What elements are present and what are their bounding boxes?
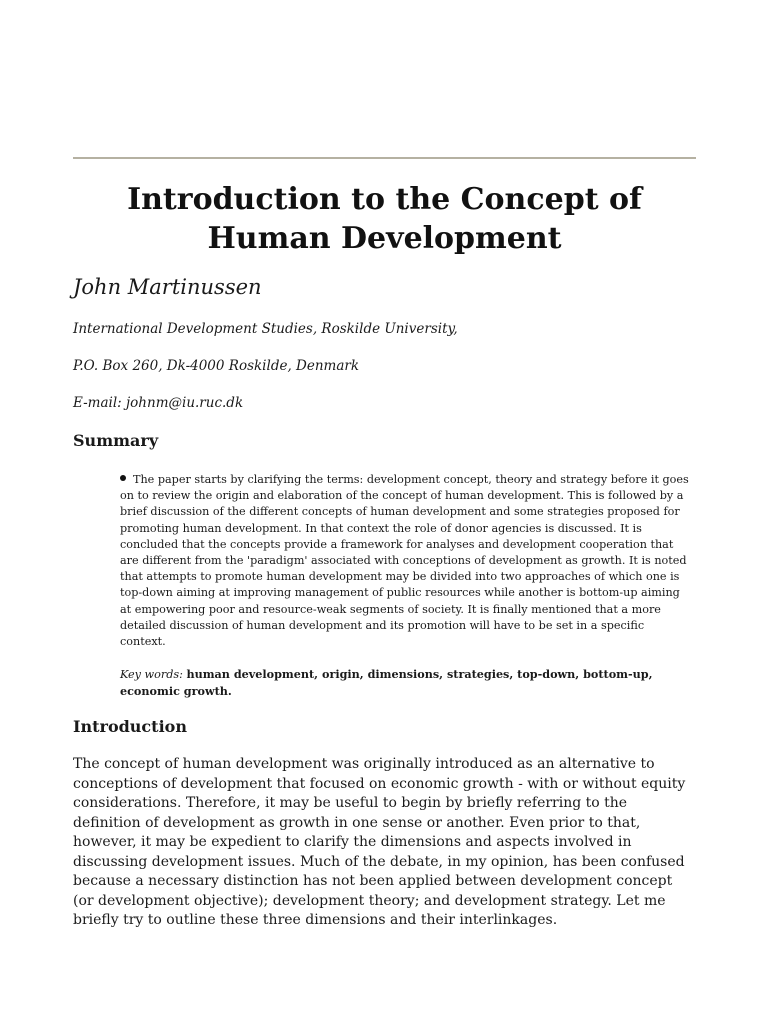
author-name: John Martinussen — [73, 275, 262, 299]
affiliation-institution: International Development Studies, Roskilde University, — [73, 321, 458, 337]
summary-heading: Summary — [73, 431, 159, 450]
keywords-line — [120, 666, 690, 700]
keywords-text: human development, origin, dimensions, strategies, top-down, bottom-up, economic growth. — [120, 667, 653, 699]
bullet-icon — [120, 475, 126, 481]
summary-block — [120, 472, 690, 701]
affiliation-email: E-mail: johnm@iu.ruc.dk — [73, 395, 244, 411]
affiliation-address: P.O. Box 260, Dk-4000 Roskilde, Denmark — [73, 358, 360, 374]
introduction-heading: Introduction — [73, 717, 187, 736]
summary-text: The paper starts by clarifying the terms: development concept, theory and strategy before it goes on to review the origin and elaboration of the concept of human development. This is followed by a brief discussion of the different concepts of human development and some strategies proposed for promoting human development. In that context the role of donor agencies is discussed. It is concluded that the concepts provide a framework for analyses and development cooperation that are different from the 'paradigm' associated with conceptions of development as growth. It is noted that attempts to promote human development may be divided into two approaches of which one is top-down aiming at improving management of public resources while another is bottom-up aiming at empowering poor and resource-weak segments of society. It is finally mentioned that a more detailed discussion of human development and its promotion will have to be set in a specific context. — [120, 473, 689, 649]
header-rule — [73, 157, 696, 159]
keywords-label: Key words: — [120, 668, 183, 682]
introduction-paragraph: The concept of human development was originally introduced as an alternative to conceptions of development that focused on economic growth - with or without equity considerations. Therefore, it may be useful to begin by briefly referring to the definition of development as growth in one sense or another. Even prior to that, however, it may be expedient to clarify the dimensions and aspects involved in discussing development issues. Much of the debate, in my opinion, has been confused because a necessary distinction has not been applied between development concept (or development objective); development theory; and development strategy. Let me briefly try to outline these three dimensions and their interlinkages. — [73, 756, 686, 928]
paper-title: Introduction to the Concept of Human Development — [127, 182, 642, 256]
summary-bullet-item — [120, 472, 690, 650]
